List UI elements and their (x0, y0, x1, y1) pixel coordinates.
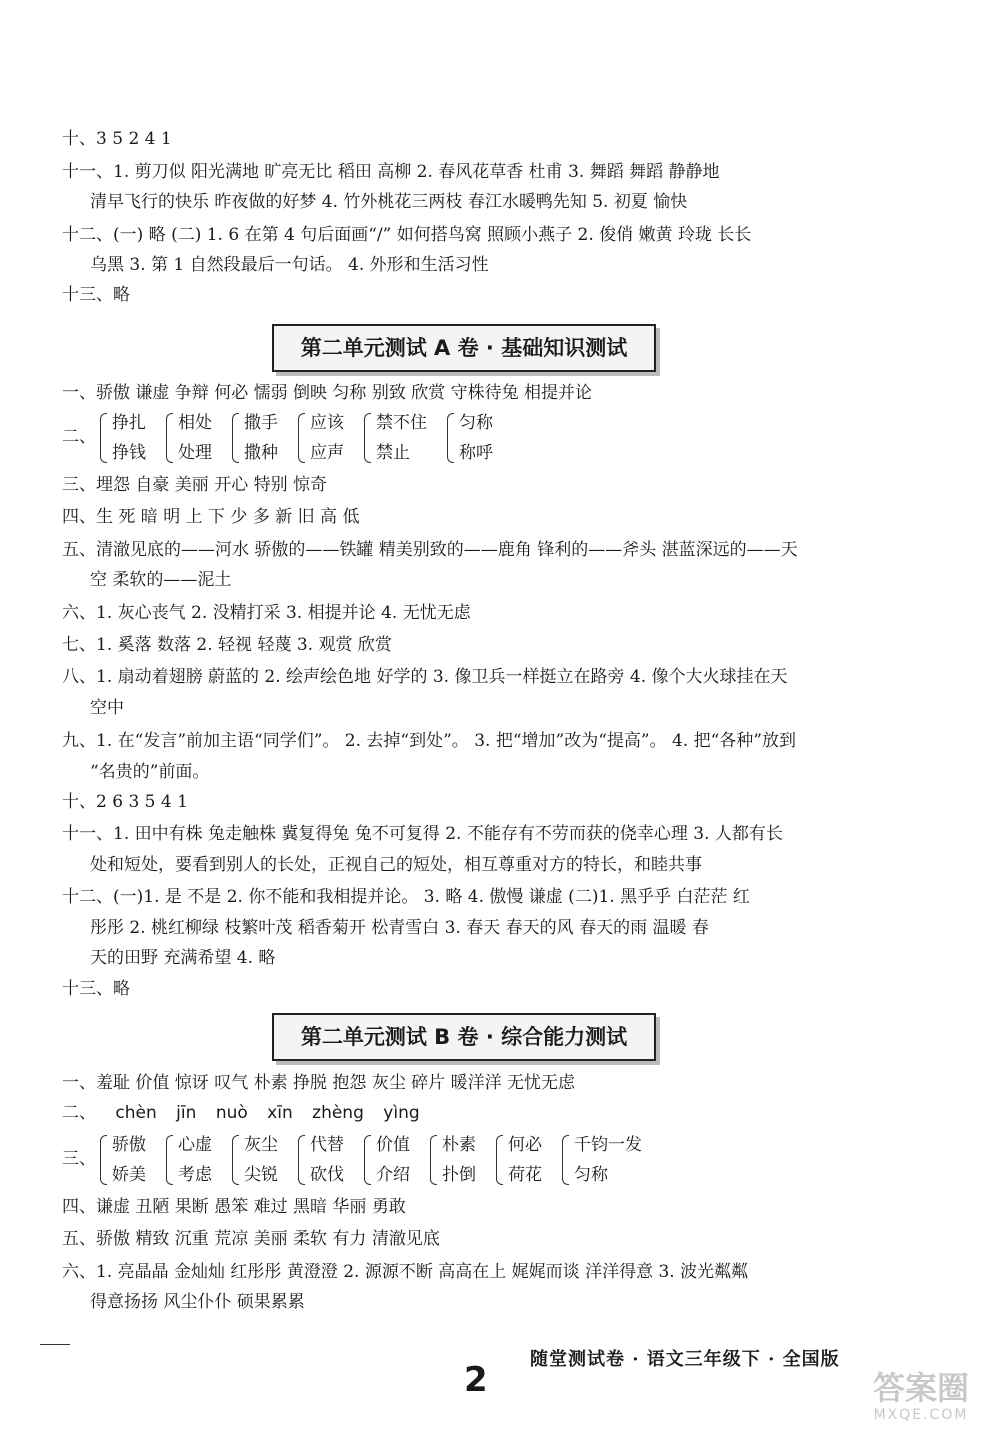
pinyin-item: xīn (267, 1103, 293, 1123)
word-pair: 千钧一发 匀称 (562, 1130, 642, 1190)
footer-title: 随堂测试卷 · 语文三年级下 · 全国版 (530, 1349, 840, 1370)
pinyin-item: zhèng (312, 1103, 364, 1123)
answer-line: 彤彤 2. 桃红柳绿 枝繁叶茂 稻香菊开 松青雪白 3. 春天 春天的风 春天的雨 温暖 春 (90, 918, 709, 938)
section-title-a: 第二单元测试 A 卷 · 基础知识测试 (272, 324, 656, 372)
answer-line: 清早飞行的快乐 昨夜做的好梦 4. 竹外桃花三两枝 春江水暖鸭先知 5. 初夏 愉快 (90, 192, 688, 212)
answer-line: 三、埋怨 自豪 美丽 开心 特别 惊奇 (62, 475, 328, 495)
answer-line: 六、1. 亮晶晶 金灿灿 红彤彤 黄澄澄 2. 源源不断 高高在上 娓娓而谈 洋洋得意 3. 波光粼粼 (62, 1262, 749, 1282)
answer-line: 处和短处，要看到别人的长处，正视自己的短处，相互尊重对方的特长，和睦共事 (90, 855, 702, 875)
answer-line: 空 柔软的——泥土 (90, 570, 232, 590)
answer-line: 得意扬扬 风尘仆仆 硕果累累 (90, 1292, 305, 1312)
watermark-text: 答案圈 (872, 1369, 969, 1407)
word-pair: 骄傲 娇美 (100, 1130, 146, 1190)
word-pair: 匀称 称呼 (447, 408, 493, 468)
question-number: 二、 (62, 427, 96, 447)
answer-line: 五、清澈见底的——河水 骄傲的——铁罐 精美别致的——鹿角 锋利的——斧头 湛蓝深远的——天 (62, 540, 798, 560)
question-number: 二、 (62, 1103, 96, 1123)
answer-line: 十三、略 (62, 979, 130, 999)
answer-line: 一、羞耻 价值 惊讶 叹气 朴素 挣脱 抱怨 灰尘 碎片 暖洋洋 无忧无虑 (62, 1073, 576, 1093)
answer-line: 五、骄傲 精致 沉重 荒凉 美丽 柔软 有力 清澈见底 (62, 1229, 440, 1249)
answer-line: 七、1. 奚落 数落 2. 轻视 轻蔑 3. 观赏 欣赏 (62, 635, 392, 655)
answer-line: 十二、(一)1. 是 不是 2. 你不能和我相提并论。 3. 略 4. 傲慢 谦虚 (二)1. 黑乎乎 白茫茫 红 (62, 887, 750, 907)
word-pair: 禁不住 禁止 (364, 408, 427, 468)
answer-line: 四、生 死 暗 明 上 下 少 多 新 旧 高 低 (62, 507, 360, 527)
page-number: 2 (464, 1360, 488, 1400)
answer-line: 十、2 6 3 5 4 1 (62, 792, 188, 812)
pinyin-item: jīn (176, 1103, 197, 1123)
word-pair: 朴素 扑倒 (430, 1130, 476, 1190)
watermark-logo (846, 1370, 996, 1430)
answer-line: 十三、略 (62, 285, 130, 305)
word-pair: 灰尘 尖锐 (232, 1130, 278, 1190)
answer-line: 一、骄傲 谦虚 争辩 何必 懦弱 倒映 匀称 别致 欣赏 守株待兔 相提并论 (62, 383, 593, 403)
word-pair: 价值 介绍 (364, 1130, 410, 1190)
answer-line: “名贵的”前面。 (90, 762, 210, 782)
word-pair: 撒手 撒种 (232, 408, 278, 468)
answer-line: 十一、1. 田中有株 兔走触株 冀复得兔 兔不可复得 2. 不能存有不劳而获的侥幸心理 3. 人都有长 (62, 824, 783, 844)
watermark-url: MXQE.COM (873, 1407, 969, 1423)
answer-line: 四、谦虚 丑陋 果断 愚笨 难过 黑暗 华丽 勇敢 (62, 1197, 406, 1217)
answer-line: 空中 (90, 698, 124, 718)
footer-rule (40, 1344, 70, 1345)
word-pair: 何必 荷花 (496, 1130, 542, 1190)
word-pair: 挣扎 挣钱 (100, 408, 146, 468)
pinyin-item: chèn (115, 1103, 157, 1123)
answer-line: 十二、(一) 略 (二) 1. 6 在第 4 句后面画“/” 如何搭鸟窝 照顾小燕子 2. 俊俏 嫩黄 玲珑 长长 (62, 225, 752, 245)
section-title-b: 第二单元测试 B 卷 · 综合能力测试 (272, 1013, 656, 1061)
answer-line: 十、3 5 2 4 1 (62, 129, 172, 149)
answer-line: 乌黑 3. 第 1 自然段最后一句话。 4. 外形和生活习性 (90, 255, 489, 275)
pinyin-item: yìng (383, 1103, 420, 1123)
word-pair: 代替 砍伐 (298, 1130, 344, 1190)
answer-line: 六、1. 灰心丧气 2. 没精打采 3. 相提并论 4. 无忧无虑 (62, 603, 471, 623)
pinyin-line (62, 1102, 434, 1124)
pinyin-item: nuò (215, 1103, 248, 1123)
answer-line: 九、1. 在“发言”前加主语“同学们”。 2. 去掉“到处”。 3. 把“增加”改为“提高”。 4. 把“各种”放到 (62, 731, 796, 751)
answer-line: 十一、1. 剪刀似 阳光满地 旷亮无比 稻田 高柳 2. 春风花草香 杜甫 3. 舞蹈 舞蹈 静静地 (62, 162, 720, 182)
question-number: 三、 (62, 1149, 96, 1169)
answer-line: 八、1. 扇动着翅膀 蔚蓝的 2. 绘声绘色地 好学的 3. 像卫兵一样挺立在路旁 4. 像个大火球挂在天 (62, 667, 788, 687)
word-pair: 相处 处理 (166, 408, 212, 468)
answer-line: 天的田野 充满希望 4. 略 (90, 948, 276, 968)
word-pair: 应该 应声 (298, 408, 344, 468)
word-pair: 心虚 考虑 (166, 1130, 212, 1190)
